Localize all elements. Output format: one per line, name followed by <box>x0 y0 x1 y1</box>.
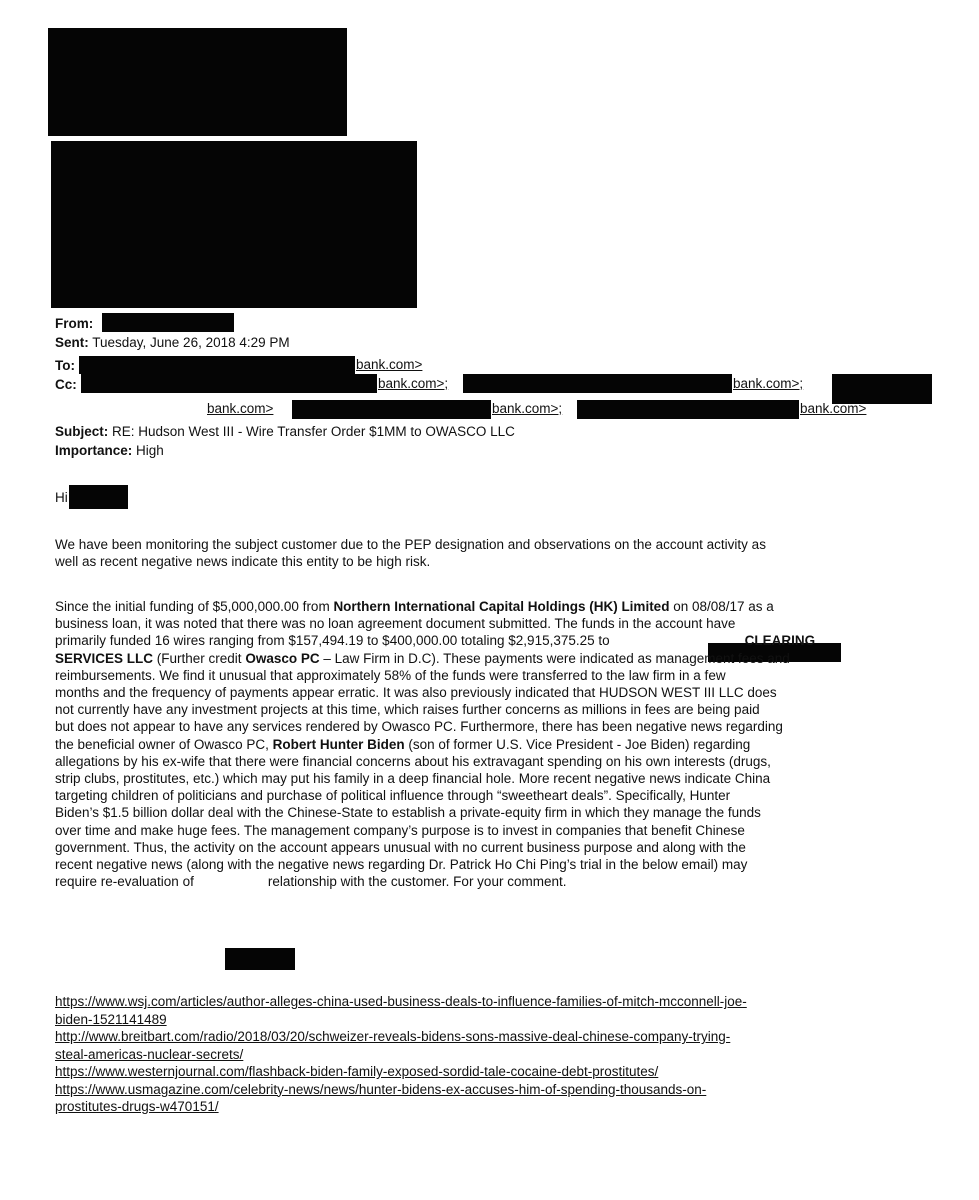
header-sent <box>55 334 290 351</box>
reference-links <box>55 993 935 1116</box>
text-segment: primarily funded 16 wires ranging from $157,494.19 to $400,000.00 totaling $2,915,375.25 to <box>55 633 610 649</box>
paragraph-2-line-5: reimbursements. We find it unusual that approximately 58% of the funds were transferred to the law firm in a few <box>55 667 726 683</box>
redaction-bank-name <box>225 948 295 970</box>
paragraph-2-line-3 <box>55 632 935 649</box>
cc-address-domain-4[interactable]: bank.com>; <box>492 401 563 416</box>
link-westernjournal[interactable]: https://www.westernjournal.com/flashback-biden-family-exposed-sordid-tale-cocaine-debt-prostitutes/ <box>55 1064 659 1079</box>
sent-label: Sent: <box>55 335 89 350</box>
importance-label: Importance: <box>55 443 133 458</box>
paragraph-1 <box>55 536 935 570</box>
paragraph-2-line-15: government. Thus, the activity on the account appears unusual with no current business purpose and along with the <box>55 839 746 855</box>
from-label: From: <box>55 316 94 331</box>
link-breitbart-cont[interactable]: steal-americas-nuclear-secrets/ <box>55 1046 244 1062</box>
paragraph-2-line-13: Biden’s $1.5 billion dollar deal with the Chinese-State to establish a private-equity firm in which they manage the funds <box>55 805 761 821</box>
paragraph-2-line-14: over time and make huge fees. The management company’s purpose is to invest in companies that benefit Chinese <box>55 822 745 838</box>
paragraph-2-line-17 <box>55 873 935 890</box>
redaction-block-large <box>51 141 417 308</box>
redaction-cc-4 <box>292 400 491 419</box>
greeting: Hi <box>55 490 68 505</box>
header-to <box>55 357 75 374</box>
redaction-cc-1 <box>81 374 377 393</box>
paragraph-2-line-1 <box>55 598 935 615</box>
text-segment: the beneficial owner of Owasco PC, <box>55 736 273 752</box>
text-segment: relationship with the customer. For your comment. <box>267 874 567 890</box>
redaction-cc-3 <box>832 374 932 404</box>
header-cc <box>55 376 77 393</box>
paragraph-2-line-16: recent negative news (along with the negative news regarding Dr. Patrick Ho Chi Ping’s trial in the below email) may <box>55 857 748 873</box>
link-usmagazine[interactable]: https://www.usmagazine.com/celebrity-news/news/hunter-bidens-ex-accuses-him-of-spending-thousands-on- <box>55 1081 707 1097</box>
paragraph-2-line-9 <box>55 736 935 753</box>
text-segment: (Further credit <box>153 650 246 666</box>
header-subject <box>55 423 515 440</box>
redaction-block-top <box>48 28 347 136</box>
company-name-bold: Northern International Capital Holdings (HK) Limited <box>333 599 670 614</box>
redaction-cc-2 <box>463 374 732 393</box>
text-segment: Since the initial funding of $5,000,000.00 from <box>55 599 334 614</box>
paragraph-2-line-8: but does not appear to have any services rendered by Owasco PC. Furthermore, there has been negative news regarding <box>55 719 783 735</box>
header-from <box>55 315 93 332</box>
cc-address-domain-1[interactable]: bank.com>; <box>378 376 449 391</box>
clearing-bold: CLEARING <box>744 633 816 649</box>
redaction-from <box>102 313 234 332</box>
link-breitbart[interactable]: http://www.breitbart.com/radio/2018/03/20/schweizer-reveals-bidens-sons-massive-deal-chinese-company-trying- <box>55 1029 731 1044</box>
cc-address-domain-2[interactable]: bank.com>; <box>733 376 804 391</box>
text-segment: (son of former U.S. Vice President - Joe Biden) regarding <box>404 736 751 752</box>
services-llc-bold: SERVICES LLC <box>55 650 154 666</box>
paragraph-2 <box>55 598 935 890</box>
person-name-bold: Robert Hunter Biden <box>272 736 405 752</box>
cc-label: Cc: <box>55 377 77 392</box>
paragraph-2-line-12: targeting children of politicians and purchase of political influence through “sweetheart deals”. Specifically, Hunter <box>55 788 731 804</box>
redaction-to <box>79 356 355 374</box>
text-segment: – Law Firm in D.C). These payments were indicated as management fees and <box>319 650 790 666</box>
subject-label: Subject: <box>55 424 109 439</box>
text-segment: on 08/08/17 as a <box>669 599 774 614</box>
paragraph-2-line-6: months and the frequency of payments appear erratic. It was also previously indicated that HUDSON WEST III LLC does <box>55 685 777 701</box>
subject-value: RE: Hudson West III - Wire Transfer Order $1MM to OWASCO LLC <box>108 424 515 439</box>
paragraph-2-line-2: business loan, it was noted that there was no loan agreement document submitted. The funds in the account have <box>55 616 736 632</box>
to-address-domain[interactable]: bank.com> <box>356 357 423 372</box>
link-usmagazine-cont[interactable]: prostitutes-drugs-w470151/ <box>55 1099 219 1114</box>
to-label: To: <box>55 358 75 373</box>
paragraph-2-line-7: not currently have any investment projects at this time, which raises further concerns as millions in fees are being paid <box>55 702 760 718</box>
link-wsj-cont[interactable]: biden-1521141489 <box>55 1011 167 1027</box>
cc-address-domain-3[interactable]: bank.com> <box>207 401 274 416</box>
link-wsj[interactable]: https://www.wsj.com/articles/author-alleges-china-used-business-deals-to-influence-families-of-mitch-mcconnell-joe- <box>55 994 747 1009</box>
paragraph-1-line-2: well as recent negative news indicate this entity to be high risk. <box>55 554 431 570</box>
owasco-bold: Owasco PC <box>245 650 320 666</box>
paragraph-2-line-11: strip clubs, prostitutes, etc.) which may put his family in a deep financial hole. More recent negative news indicate China <box>55 771 771 787</box>
header-importance <box>55 442 164 459</box>
redaction-cc-5 <box>577 400 799 419</box>
sent-value: Tuesday, June 26, 2018 4:29 PM <box>88 335 290 350</box>
paragraph-2-line-4 <box>55 650 935 667</box>
redaction-greeting-name <box>69 485 128 509</box>
paragraph-2-line-10: allegations by his ex-wife that there were financial concerns about his extravagant spending on his own interests (drugs, <box>55 753 771 769</box>
text-segment: require re-evaluation of <box>55 874 194 890</box>
paragraph-1-line-1: We have been monitoring the subject customer due to the PEP designation and observations on the account activity as <box>55 537 766 552</box>
importance-value: High <box>132 443 164 458</box>
cc-address-domain-5[interactable]: bank.com> <box>800 401 867 416</box>
